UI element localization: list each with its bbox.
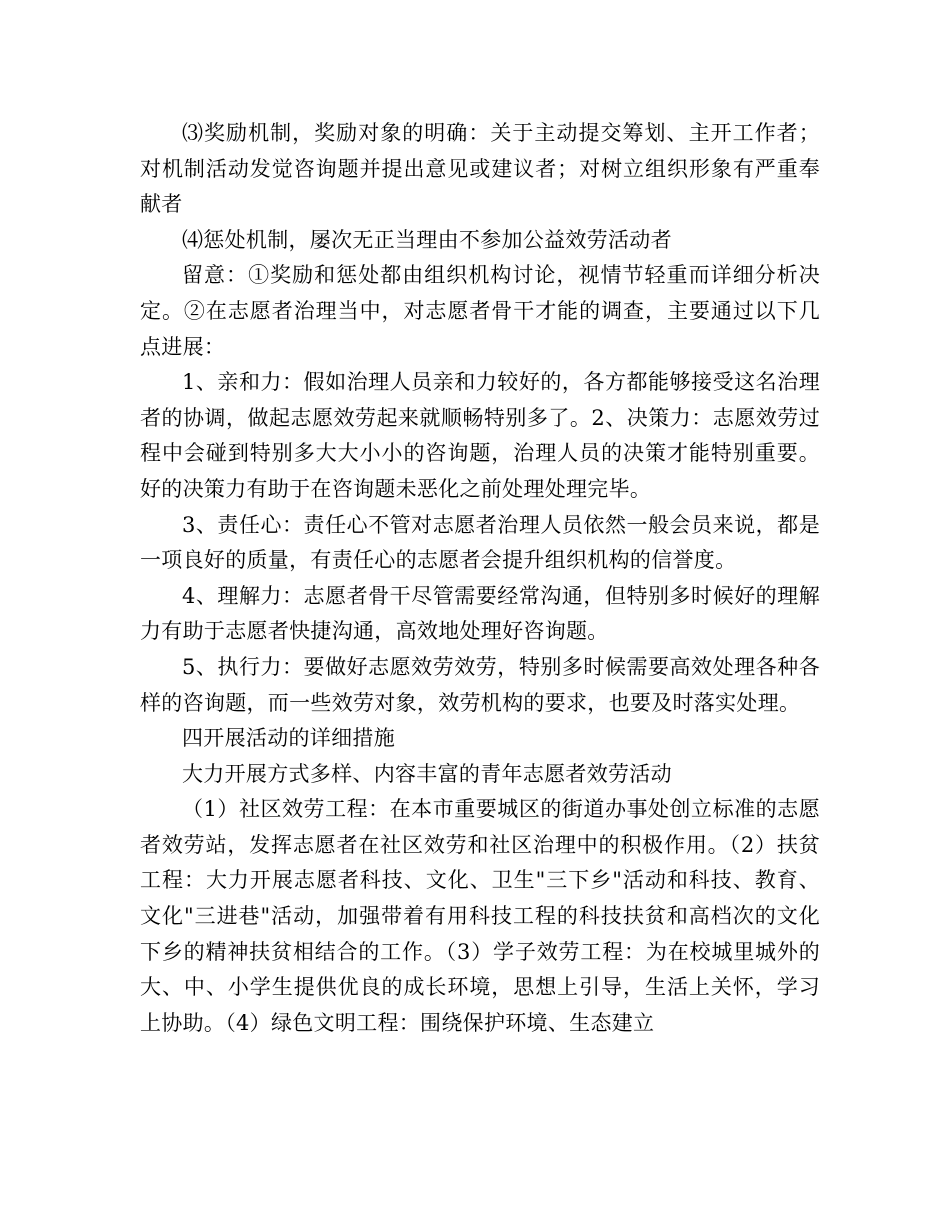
paragraph-understanding: 4、理解力：志愿者骨干尽管需要经常沟通，但特别多时候好的理解力有助于志愿者快捷沟通，高效地处理好咨询题。 [140,583,820,644]
document-body [140,116,820,1041]
paragraph-execution: 5、执行力：要做好志愿效劳效劳，特别多时候需要高效处理各种各样的咨询题，而一些效劳对象，效劳机构的要求，也要及时落实处理。 [140,654,820,715]
paragraph-reward-mechanism: ⑶奖励机制，奖励对象的明确：关于主动提交筹划、主开工作者；对机制活动发觉咨询题并提出意见或建议者；对树立组织形象有严重奉献者 [140,121,820,217]
paragraph-affinity-decision: 1、亲和力：假如治理人员亲和力较好的，各方都能够接受这名治理者的协调，做起志愿效劳起来就顺畅特别多了。2、决策力：志愿效劳过程中会碰到特别多大大小小的咨询题，治理人员的决策才能特别重要。好的决策力有助于在咨询题未恶化之前处理处理完毕。 [140,370,820,501]
paragraph-activities-intro: 大力开展方式多样、内容丰富的青年志愿者效劳活动 [182,761,672,786]
paragraph-penalty-mechanism: ⑷惩处机制，屡次无正当理由不参加公益效劳活动者 [182,227,672,252]
paragraph-note: 留意：①奖励和惩处都由组织机构讨论，视情节轻重而详细分析决定。②在志愿者治理当中，对志愿者骨干才能的调查，主要通过以下几点进展： [140,263,820,359]
paragraph-responsibility: 3、责任心：责任心不管对志愿者治理人员依然一般会员来说，都是一项良好的质量，有责任心的志愿者会提升组织机构的信誉度。 [140,512,820,573]
paragraph-projects: （1）社区效劳工程：在本市重要城区的街道办事处创立标准的志愿者效劳站，发挥志愿者在社区效劳和社区治理中的积极作用。（2）扶贫工程：大力开展志愿者科技、文化、卫生"三下乡"活动和科技、教育、文化"三进巷"活动，加强带着有用科技工程的科技扶贫和高档次的文化下乡的精神扶贫相结合的工作。（3）学子效劳工程：为在校城里城外的大、中、小学生提供优良的成长环境，思想上引导，生活上关怀，学习上协助。（4）绿色文明工程：围绕保护环境、生态建立 [140,797,820,1035]
section-heading-measures: 四开展活动的详细措施 [182,726,395,751]
